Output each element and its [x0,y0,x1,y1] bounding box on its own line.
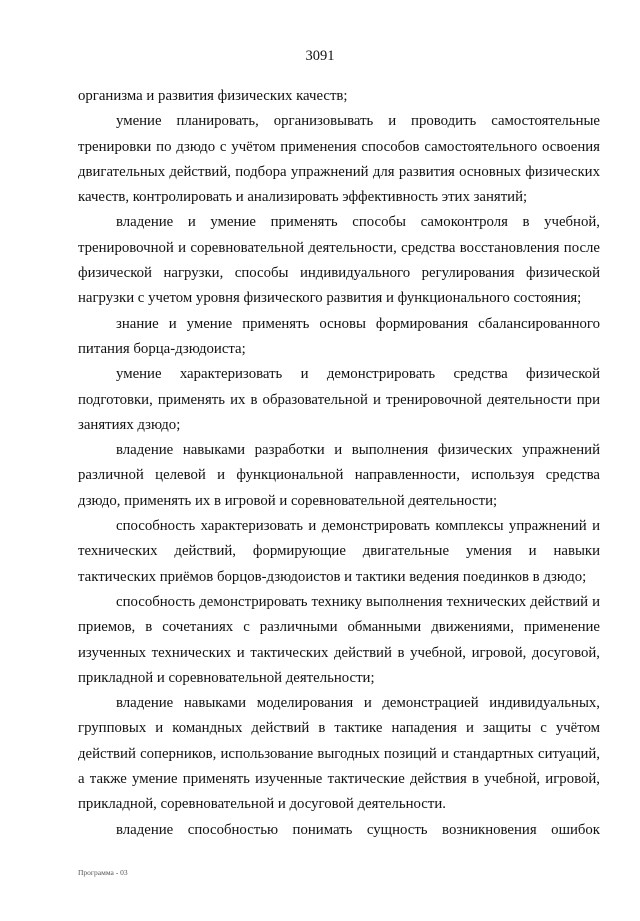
paragraph: владение и умение применять способы самоконтроля в учебной, тренировочной и соревновательной деятельности, средства восстановления после физической нагрузки, способы индивидуального регулирования физической нагрузки с учетом уровня физического развития и функционального состояния; [78,214,600,307]
paragraph: умение планировать, организовывать и проводить самостоятельные тренировки по дзюдо с учётом применения способов самостоятельного освоения двигательных действий, подбора упражнений для развития основных физических качеств, контролировать и анализировать эффективность этих занятий; [78,113,600,206]
paragraph: организма и развития физических качеств; [78,88,348,104]
paragraph: владение навыками разработки и выполнения физических упражнений различной целевой и функциональной направленности, используя средства дзюдо, применять их в игровой и соревновательной деятельности; [78,442,600,509]
paragraph: владение навыками моделирования и демонстрацией индивидуальных, групповых и командных действий в тактике нападения и защиты с учётом действий соперников, использование выгодных позиций и стандартных ситуаций, а также умение применять изученные тактические действия в учебной, игровой, прикладной, соревновательной и досуговой деятельности. [78,695,600,813]
page-number: 3091 [305,48,335,64]
document-body [78,84,600,843]
paragraph: владение способностью понимать сущность возникновения ошибок [116,821,600,838]
paragraph: знание и умение применять основы формирования сбалансированного питания борца-дзюдоиста; [78,315,600,357]
paragraph: способность демонстрировать технику выполнения технических действий и приемов, в сочетаниях с различными обманными движениями, применение изученных технических и тактических действий в учебной, игровой, досуговой, прикладной и соревновательной деятельности; [78,593,600,686]
paragraph: способность характеризовать и демонстрировать комплексы упражнений и технических действий, формирующие двигательные умения и навыки тактических приёмов борцов-дзюдоистов и тактики ведения поединков в дзюдо; [78,518,600,585]
paragraph: умение характеризовать и демонстрировать средства физической подготовки, применять их в образовательной и тренировочной деятельности при занятиях дзюдо; [78,366,600,433]
footer-label: Программа - 03 [78,868,128,877]
